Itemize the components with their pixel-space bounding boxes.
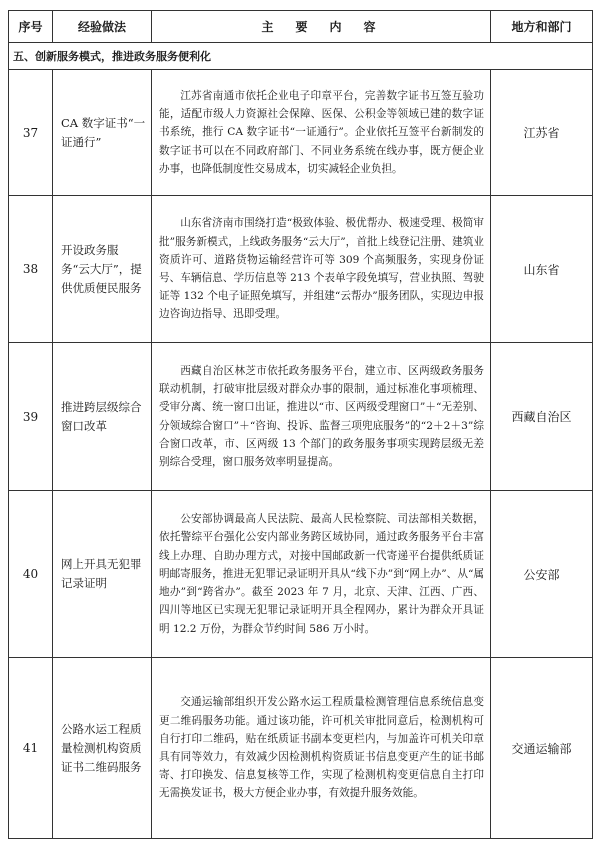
row-content-text: 西藏自治区林芝市依托政务服务平台，建立市、区两级政务服务联动机制，打破审批层级对群众办事的限制，通过标准化事项梳理、受审分离、统一窗口出证，推进以“市、区两级受理窗口”＋“无差别、分领域综合窗口”＋“咨询、投诉、监督三项兜底服务”的“2＋2＋3”综合窗口改革，市、区两级 13 个部门的政务服务事项实现跨层级无差别综合受理，窗口服务效率明显提高。: [159, 364, 484, 468]
row-practice: 网上开具无犯罪记录证明: [53, 491, 152, 658]
row-content-text: 交通运输部组织开发公路水运工程质量检测管理信息系统信息变更二维码服务功能。通过该功能，许可机关审批同意后，检测机构可自行打印二维码，贴在纸质证书副本变更栏内，与加盖许可机关印章具有同等效力，有效减少因检测机构资质证书信息变更产生的证书邮寄、打印换发、信息复核等工作，实现了检测机构变更信息自主打印无需换发证书，极大方便企业办事，有效提升服务效能。: [159, 696, 484, 800]
header-dept: 地方和部门: [491, 11, 593, 43]
row-number: 39: [9, 343, 53, 491]
section-title: 五、创新服务模式，推进政务服务便利化: [9, 43, 593, 70]
header-seq: 序号: [9, 11, 53, 43]
table-row: [9, 196, 593, 343]
row-practice: CA 数字证书“一证通行”: [53, 70, 152, 196]
row-content-text: 公安部协调最高人民法院、最高人民检察院、司法部相关数据，依托警综平台强化公安内部业务跨区域协同，通过政务服务平台丰富线上办理、自助办理方式，对接中国邮政新一代寄递平台提供纸质证明邮寄服务，推进无犯罪记录证明开具从“线下办”到“网上办”、从“属地办”到“跨省办”。截至 2023 年 7 月，北京、天津、江西、广西、四川等地区已实现无犯罪记录证明开具全程网办，累计为群众开具证明 12.2 万份，为群众节约时间 586 万小时。: [159, 513, 484, 635]
row-dept: 江苏省: [491, 70, 593, 196]
row-number: 40: [9, 491, 53, 658]
row-number: 41: [9, 658, 53, 839]
row-dept: 西藏自治区: [491, 343, 593, 491]
row-content: [152, 343, 491, 491]
row-content: [152, 491, 491, 658]
table-row: [9, 70, 593, 196]
row-number: 37: [9, 70, 53, 196]
row-number: 38: [9, 196, 53, 343]
row-dept: 山东省: [491, 196, 593, 343]
header-practice: 经验做法: [53, 11, 152, 43]
row-content: [152, 70, 491, 196]
table-row: [9, 491, 593, 658]
row-content: [152, 196, 491, 343]
row-practice: 公路水运工程质量检测机构资质证书二维码服务: [53, 658, 152, 839]
table-row: [9, 343, 593, 491]
table-row: [9, 658, 593, 839]
row-content-text: 山东省济南市围绕打造“极致体验、极优帮办、极速受理、极简审批”服务新模式，上线政务服务“云大厅”，首批上线登记注册、建筑业资质许可、道路货物运输经营许可等 309 个高频服务，实现身份证号、车辆信息、学历信息等 213 个表单字段免填写，营业执照、驾驶证等 132 个电子证照免填写，并组建“云帮办”服务团队，实现边申报边咨询边指导、迅即受理。: [159, 217, 484, 321]
experience-table: [8, 10, 593, 839]
row-practice: 推进跨层级综合窗口改革: [53, 343, 152, 491]
row-practice: 开设政务服务“云大厅”，提供优质便民服务: [53, 196, 152, 343]
row-dept: 公安部: [491, 491, 593, 658]
header-content: 主 要 内 容: [152, 11, 491, 43]
row-content: [152, 658, 491, 839]
row-dept: 交通运输部: [491, 658, 593, 839]
section-row: [9, 43, 593, 70]
table-header-row: [9, 11, 593, 43]
row-content-text: 江苏省南通市依托企业电子印章平台，完善数字证书互签互验功能，适配市级人力资源社会保障、医保、公积金等领域已建的数字证书系统，推行 CA 数字证书“一证通行”。企业依托互签平台新制发的数字证书可以在不同政府部门、不同业务系统在线办事，既方便企业办事，也降低制度性交易成本，切实减轻企业负担。: [159, 89, 484, 175]
